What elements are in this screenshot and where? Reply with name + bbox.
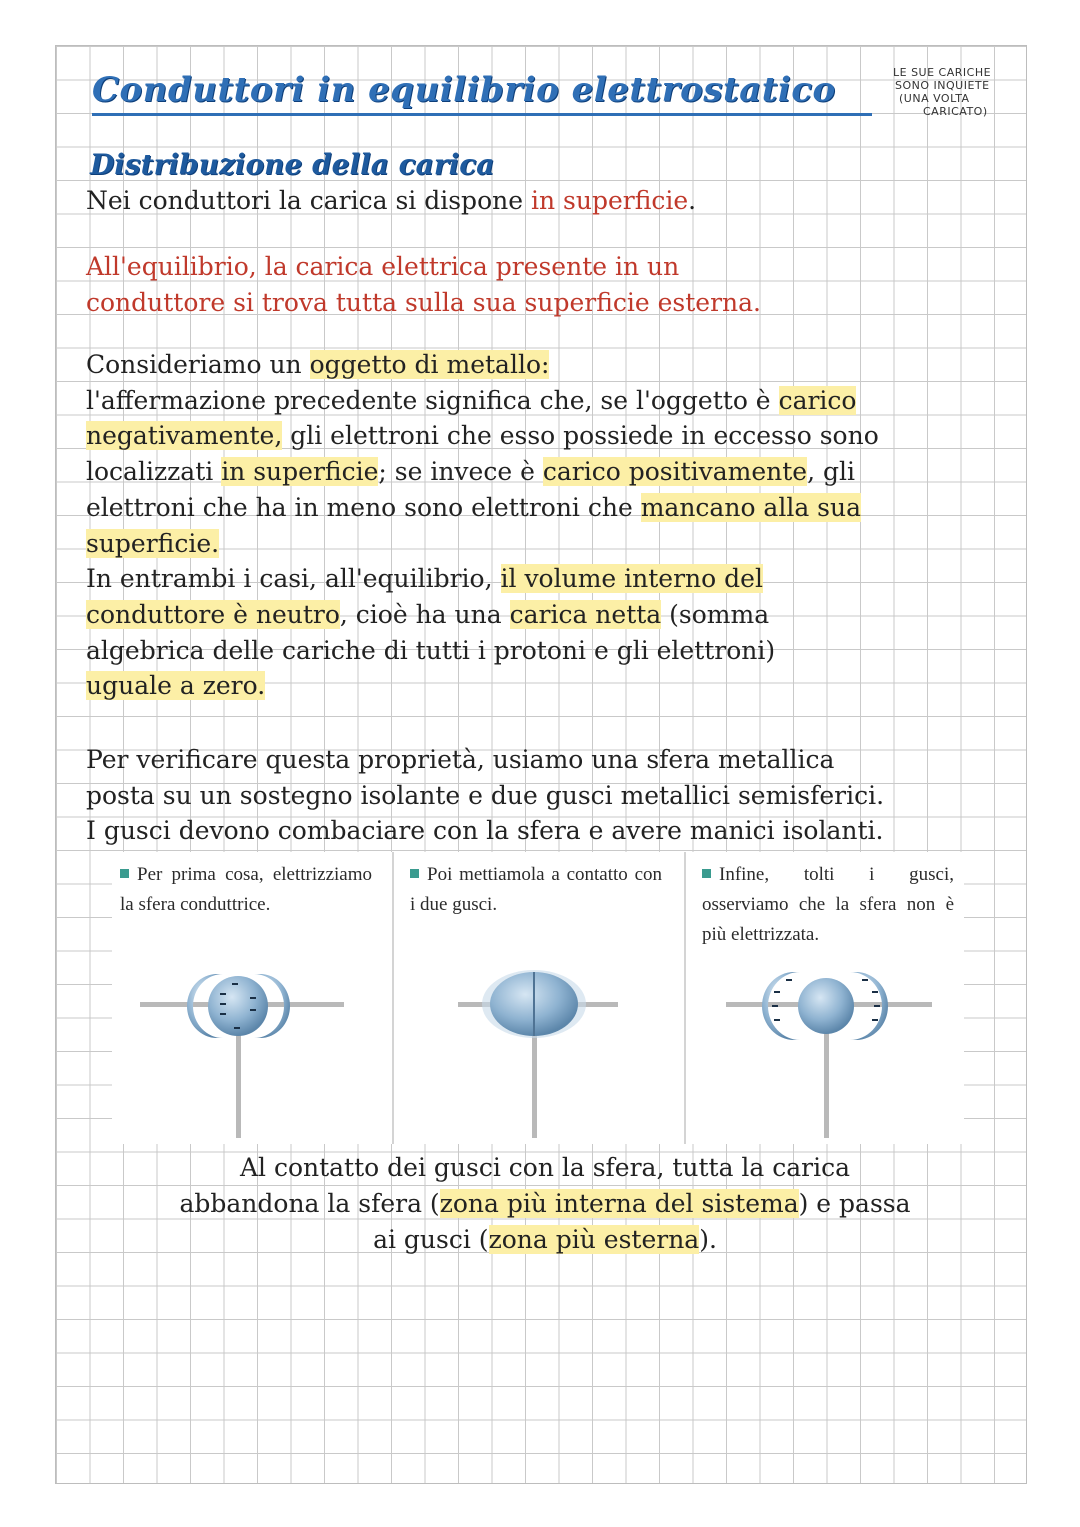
text-run: , cioè ha una [339, 599, 510, 629]
margin-note-line: SONO INQUIETE [895, 79, 990, 92]
text-run: ) e passa [798, 1189, 911, 1218]
sphere-in-contact-with-shells-illustration [394, 952, 684, 1142]
text-line: posta su un sostegno isolante e due gusci metallici semisferici. [86, 780, 885, 810]
figure-panel-3 [684, 852, 966, 1144]
text-run: (somma [661, 599, 770, 629]
text-run: In entrambi i casi, all'equilibrio, [86, 564, 501, 594]
highlight: conduttore è neutro [86, 599, 340, 629]
paragraph-surface-charge [86, 183, 1016, 219]
caption-text: Per prima cosa, elettrizziamo la sfera conduttrice. [120, 864, 372, 915]
text-line: conduttore si trova tutta sulla sua superficie esterna. [86, 287, 761, 317]
sphere-with-open-shells-illustration [112, 952, 388, 1142]
figure-panel-1 [112, 852, 388, 1144]
text-run: localizzati [86, 457, 222, 487]
text-run: algebrica delle cariche di tutti i protoni e gli elettroni) [86, 635, 776, 665]
figure-caption [410, 860, 662, 920]
page-title: Conduttori in equilibrio elettrostatico [92, 70, 836, 110]
text-run: ). [699, 1225, 717, 1254]
paragraph-metal-object [86, 347, 1016, 704]
text-run: Consideriamo un [86, 350, 310, 379]
text-line: Per verificare questa proprietà, usiamo una sfera metallica [86, 745, 835, 774]
highlight: negativamente, [86, 421, 283, 451]
paragraph-experiment-setup [86, 742, 1016, 849]
figure-caption [120, 860, 372, 920]
title-underline [92, 113, 872, 116]
text-run: . [688, 186, 697, 215]
bullet-icon [120, 869, 129, 878]
text-run: abbandona la sfera ( [179, 1189, 440, 1218]
margin-note-line: (UNA VOLTA [899, 92, 970, 105]
red-text: in superficie [530, 186, 689, 215]
margin-note-line: LE SUE CARICHE [893, 66, 992, 79]
highlight: in superficie [221, 457, 379, 487]
text-line: All'equilibrio, la carica elettrica presente in un [86, 252, 680, 281]
highlight: carico positivamente [542, 457, 808, 487]
text-run: ai gusci ( [373, 1225, 489, 1254]
highlight: il volume interno del [500, 564, 763, 594]
highlight: superficie. [86, 528, 220, 558]
highlight: carico [778, 385, 857, 415]
paragraph-equilibrium-statement [86, 249, 1016, 320]
text-run: , gli [807, 457, 855, 487]
figure-caption [702, 860, 954, 950]
text-run: elettroni che ha in meno sono elettroni che [86, 492, 641, 522]
caption-text: Poi mettiamola a contatto con i due gusci. [410, 864, 662, 915]
highlight: zona più esterna [488, 1225, 700, 1254]
margin-note-line: CARICATO) [923, 105, 988, 118]
highlight: uguale a zero. [86, 671, 266, 701]
text-run: ; se invece è [378, 457, 543, 487]
margin-note [893, 66, 1033, 118]
highlight: carica netta [509, 599, 662, 629]
text-run: Nei conduttori la carica si dispone [86, 186, 531, 215]
bullet-icon [410, 869, 419, 878]
experiment-figure [112, 852, 964, 1144]
figure-panel-2 [392, 852, 684, 1144]
text-run: gli elettroni che esso possiede in eccesso sono [282, 421, 879, 451]
caption-text: Infine, tolti i gusci, osserviamo che la sfera non è più elettrizzata. [702, 864, 954, 945]
bullet-icon [702, 869, 711, 878]
conclusion-paragraph [100, 1150, 990, 1258]
text-run: Al contatto dei gusci con la sfera, tutta la carica [239, 1153, 851, 1182]
highlight: zona più interna del sistema [439, 1189, 799, 1218]
text-run: l'affermazione precedente significa che, se l'oggetto è [86, 385, 779, 415]
text-line: I gusci devono combaciare con la sfera e avere manici isolanti. [86, 816, 884, 846]
neutral-sphere-charged-shells-illustration [686, 952, 966, 1142]
section-subtitle: Distribuzione della carica [90, 148, 495, 181]
highlight: mancano alla sua [640, 492, 862, 522]
highlight: oggetto di metallo: [309, 350, 550, 379]
